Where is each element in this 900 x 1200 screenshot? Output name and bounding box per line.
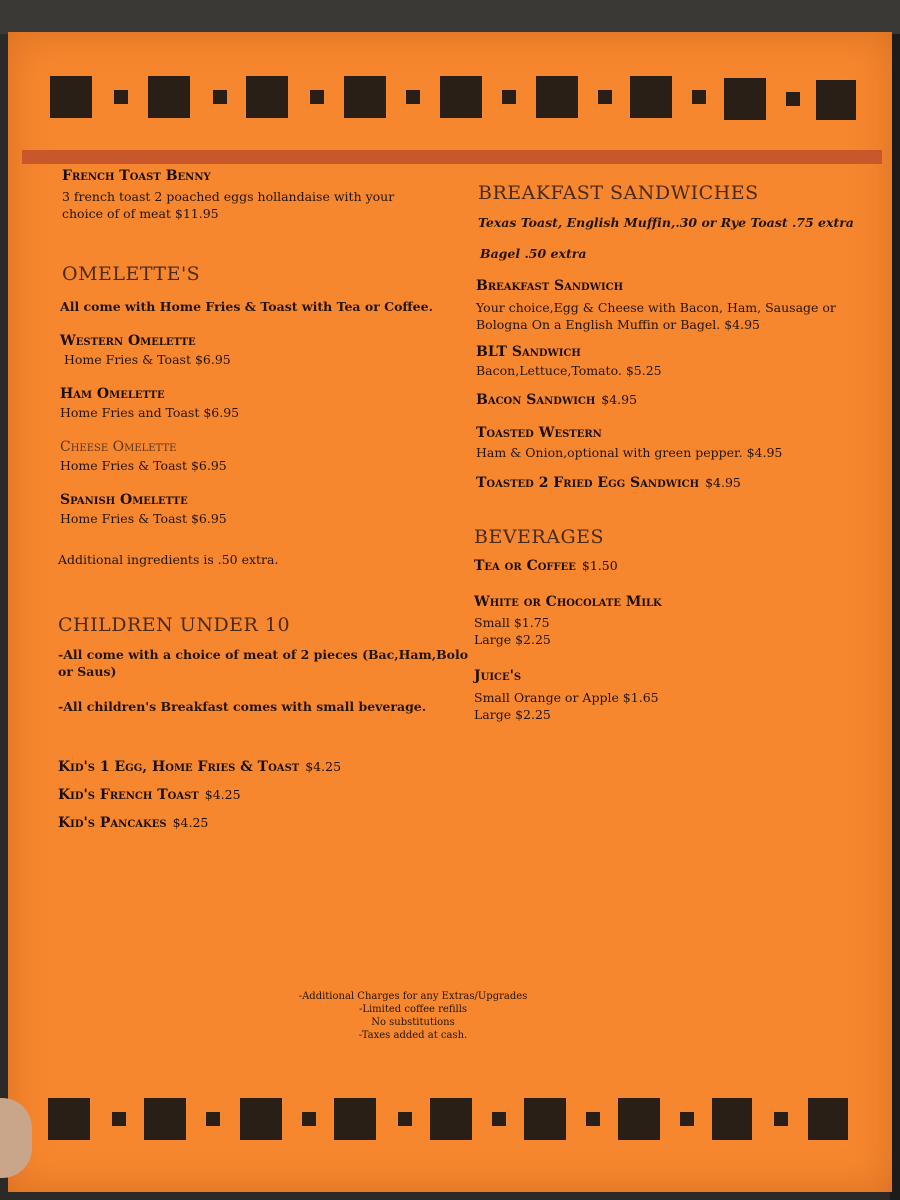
menu-item: [476, 392, 637, 408]
kids-item-name: Kid's Pancakes: [58, 815, 167, 831]
footer-notes: [278, 990, 548, 1042]
menu-item-desc: choice of of meat $11.95: [62, 206, 219, 221]
menu-item-name: Toasted Western: [476, 425, 602, 441]
kids-item-price: $4.25: [172, 815, 209, 830]
decor-square: [344, 76, 386, 118]
decor-square: [50, 76, 92, 118]
menu-item-name: Juice's: [474, 668, 522, 684]
menu-item-size: Small $1.75: [474, 615, 550, 630]
children-note: or Saus): [58, 664, 117, 679]
decor-square-small: [310, 90, 324, 104]
footer-note-line: -Limited coffee refills: [358, 1004, 468, 1015]
decor-square: [630, 76, 672, 118]
menu-item-desc: Ham & Onion,optional with green pepper. $4.95: [476, 445, 783, 460]
menu-item-desc: Your choice,Egg & Cheese with Bacon, Ham, Sausage or: [476, 300, 836, 315]
menu-item-name: Tea or Coffee: [474, 558, 576, 574]
decor-square-small: [213, 90, 227, 104]
decor-square: [724, 78, 766, 120]
top-square-border: [8, 72, 892, 132]
menu-item-desc: Home Fries & Toast $6.95: [64, 352, 231, 367]
bagel-note: Bagel .50 extra: [480, 246, 587, 261]
decor-square: [816, 80, 856, 120]
decor-square: [618, 1098, 660, 1140]
menu-item-desc: Home Fries and Toast $6.95: [60, 405, 240, 420]
menu-item-name: Toasted 2 Fried Egg Sandwich: [476, 475, 700, 491]
decor-square: [712, 1098, 752, 1140]
decor-square-small: [492, 1112, 506, 1126]
decor-square-small: [112, 1112, 126, 1126]
kids-menu-item: [58, 787, 241, 803]
decor-square: [808, 1098, 848, 1140]
decor-square: [246, 76, 288, 118]
decor-square: [48, 1098, 90, 1140]
kids-menu-item: [58, 759, 341, 775]
decor-square: [334, 1098, 376, 1140]
decor-square: [440, 76, 482, 118]
menu-item-desc: 3 french toast 2 poached eggs hollandaise with your: [62, 189, 395, 204]
decor-square-small: [598, 90, 612, 104]
section-heading-children: CHILDREN UNDER 10: [58, 614, 291, 636]
decor-square: [148, 76, 190, 118]
menu-item-name: Spanish Omelette: [60, 492, 188, 508]
menu-item-name: BLT Sandwich: [476, 344, 581, 360]
additional-note: Additional ingredients is .50 extra.: [58, 552, 279, 567]
menu-item-desc: Bacon,Lettuce,Tomato. $5.25: [476, 363, 662, 378]
menu-item-size: Large $2.25: [474, 632, 551, 647]
menu-item-name: Bacon Sandwich: [476, 392, 596, 408]
menu-item-size: Large $2.25: [474, 707, 551, 722]
bottom-square-border: [8, 1094, 892, 1154]
menu-page: [8, 32, 892, 1192]
decor-square: [144, 1098, 186, 1140]
divider-rule: [22, 150, 882, 164]
kids-item-name: Kid's French Toast: [58, 787, 199, 803]
decor-square: [524, 1098, 566, 1140]
decor-square-small: [786, 92, 800, 106]
section-heading-omelettes: OMELETTE'S: [62, 263, 201, 285]
decor-square-small: [586, 1112, 600, 1126]
menu-item-size: Small Orange or Apple $1.65: [474, 690, 659, 705]
children-note: -All children's Breakfast comes with small beverage.: [58, 699, 427, 714]
decor-square-small: [302, 1112, 316, 1126]
menu-item-name: Cheese Omelette: [60, 439, 177, 455]
table-surface: [0, 0, 900, 34]
menu-item-name: White or Chocolate Milk: [474, 594, 662, 610]
menu-item-name: French Toast Benny: [62, 168, 211, 184]
decor-square-small: [680, 1112, 694, 1126]
bread-note: Texas Toast, English Muffin,.30 or Rye Toast .75 extra: [478, 215, 854, 230]
decor-square: [430, 1098, 472, 1140]
menu-item-name: Breakfast Sandwich: [476, 278, 624, 294]
section-heading-beverages: BEVERAGES: [474, 526, 605, 548]
menu-item-desc: Home Fries & Toast $6.95: [60, 458, 227, 473]
section-heading-sandwiches: BREAKFAST SANDWICHES: [478, 182, 759, 204]
decor-square-small: [114, 90, 128, 104]
menu-item: [474, 558, 618, 574]
menu-item-price: $1.50: [581, 558, 618, 573]
section-intro: All come with Home Fries & Toast with Tea or Coffee.: [60, 299, 433, 314]
kids-item-price: $4.25: [204, 787, 241, 802]
decor-square-small: [692, 90, 706, 104]
footer-note-line: -Additional Charges for any Extras/Upgrades: [298, 991, 528, 1002]
menu-item-name: Western Omelette: [60, 333, 196, 349]
kids-menu-item: [58, 815, 208, 831]
decor-square-small: [206, 1112, 220, 1126]
menu-item-price: $4.95: [601, 392, 638, 407]
decor-square: [536, 76, 578, 118]
menu-item-name: Ham Omelette: [60, 386, 165, 402]
decor-square-small: [406, 90, 420, 104]
menu-item-desc: Home Fries & Toast $6.95: [60, 511, 227, 526]
decor-square: [240, 1098, 282, 1140]
menu-item-desc: Bologna On a English Muffin or Bagel. $4.95: [476, 317, 761, 332]
menu-item: [476, 475, 741, 491]
decor-square-small: [398, 1112, 412, 1126]
children-note: -All come with a choice of meat of 2 pieces (Bac,Ham,Bolo: [58, 647, 469, 662]
kids-item-price: $4.25: [305, 759, 342, 774]
decor-square-small: [502, 90, 516, 104]
kids-item-name: Kid's 1 Egg, Home Fries & Toast: [58, 759, 300, 775]
footer-note-line: No substitutions: [371, 1017, 455, 1028]
footer-note-line: -Taxes added at cash.: [358, 1030, 468, 1041]
decor-square-small: [774, 1112, 788, 1126]
menu-item-price: $4.95: [705, 475, 741, 490]
